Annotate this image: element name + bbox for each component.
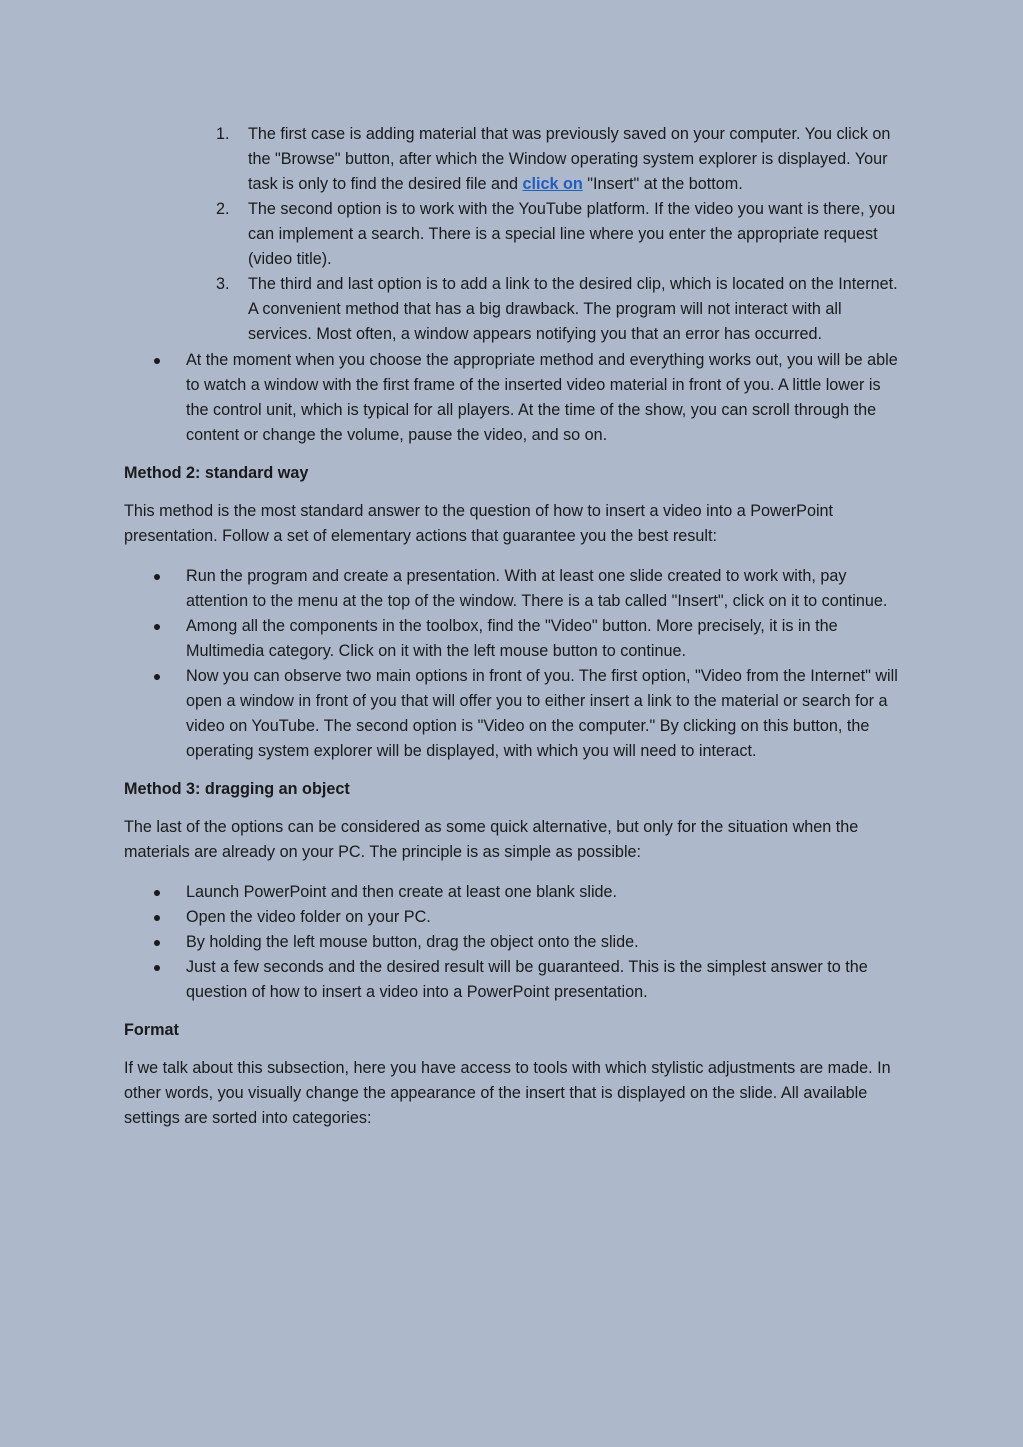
list-item-text: "Insert" at the bottom. — [582, 175, 743, 193]
list-number: 3. — [216, 275, 230, 293]
bullet-icon — [154, 358, 160, 364]
section-heading: Format — [124, 1021, 179, 1039]
bullet-icon — [154, 915, 160, 921]
list-item-text: Open the video folder on your PC. — [186, 908, 431, 926]
paragraph: This method is the most standard answer to the question of how to insert a video into a PowerPoint presentation. Follow a set of elementary actions that guarantee you the best result: — [124, 502, 834, 545]
bullet-list — [124, 348, 900, 448]
list-item-text: At the moment when you choose the appropriate method and everything works out, you will be able to watch a window with the first frame of the inserted video material in front of you. A little lower is the control unit, which is typical for all players. At the time of the show, you can scroll through the content or change the volume, pause the video, and so on. — [186, 351, 898, 444]
list-item — [124, 122, 900, 197]
click-on-link[interactable]: click on — [522, 175, 583, 193]
list-item-text: Launch PowerPoint and then create at least one blank slide. — [186, 883, 618, 901]
bullet-icon — [154, 624, 160, 630]
list-item — [124, 197, 900, 272]
bullet-icon — [154, 940, 160, 946]
list-item — [124, 955, 900, 1005]
list-item — [124, 880, 900, 905]
list-item — [124, 664, 900, 764]
numbered-list — [124, 122, 900, 347]
list-item — [124, 905, 900, 930]
bullet-list — [124, 564, 900, 764]
list-item — [124, 564, 900, 614]
list-number: 1. — [216, 125, 230, 143]
list-item — [124, 272, 900, 347]
paragraph: The last of the options can be considered as some quick alternative, but only for the situation when the materials are already on your PC. The principle is as simple as possible: — [124, 818, 859, 861]
list-item — [124, 348, 900, 448]
list-item-text: The first case is adding material that was previously saved on your computer. You click on the "Browse" button, after which the Window operating system explorer is displayed. Your task is only to find the desired file and — [248, 125, 891, 193]
section-heading: Method 3: dragging an object — [124, 780, 350, 798]
list-item-text: Just a few seconds and the desired result will be guaranteed. This is the simplest answer to the question of how to insert a video into a PowerPoint presentation. — [186, 958, 868, 1001]
bullet-icon — [154, 890, 160, 896]
paragraph: If we talk about this subsection, here you have access to tools with which stylistic adjustments are made. In other words, you visually change the appearance of the insert that is displayed on the slide. All available settings are sorted into categories: — [124, 1059, 891, 1127]
bullet-icon — [154, 674, 160, 680]
bullet-icon — [154, 965, 160, 971]
bullet-list — [124, 880, 900, 1005]
section-heading: Method 2: standard way — [124, 464, 309, 482]
list-item-text: The third and last option is to add a link to the desired clip, which is located on the Internet. A convenient method that has a big drawback. The program will not interact with all services. Most often, a window appears notifying you that an error has occurred. — [248, 275, 898, 343]
list-item — [124, 930, 900, 955]
list-item-text: Run the program and create a presentation. With at least one slide created to work with, pay attention to the menu at the top of the window. There is a tab called "Insert", click on it to continue. — [186, 567, 888, 610]
list-item-text: Among all the components in the toolbox, find the "Video" button. More precisely, it is in the Multimedia category. Click on it with the left mouse button to continue. — [186, 617, 838, 660]
list-item-text: The second option is to work with the YouTube platform. If the video you want is there, you can implement a search. There is a special line where you enter the appropriate request (video title). — [248, 200, 896, 268]
list-number: 2. — [216, 200, 230, 218]
list-item-text: Now you can observe two main options in front of you. The first option, "Video from the Internet" will open a window in front of you that will offer you to either insert a link to the material or search for a video on YouTube. The second option is "Video on the computer." By clicking on this button, the operating system explorer will be displayed, with which you will need to interact. — [186, 667, 898, 760]
list-item-text: By holding the left mouse button, drag the object onto the slide. — [186, 933, 639, 951]
document-body — [124, 122, 900, 1131]
bullet-icon — [154, 574, 160, 580]
list-item — [124, 614, 900, 664]
